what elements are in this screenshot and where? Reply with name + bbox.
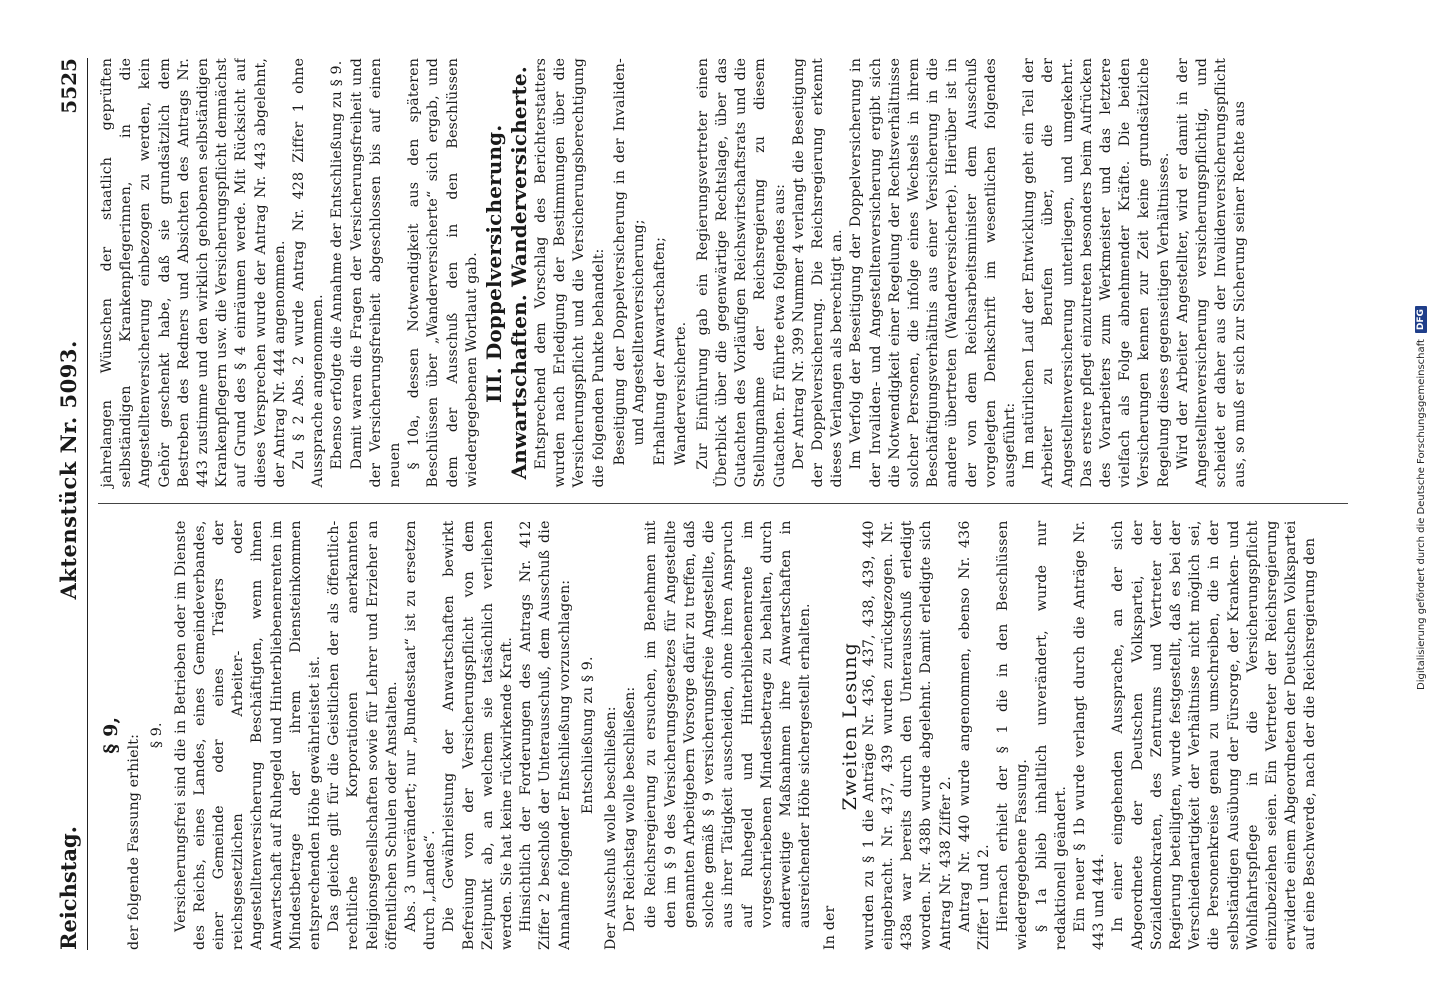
paragraph: Ebenso erfolgte die Annahme der Entschließung zu § 9. [329,60,346,470]
paragraph: Im natürlichen Lauf der Entwicklung geht ein Teil der Arbeiter zu Berufen über, die der Angestelltenversicherung unterliegen, und umgekehrt. Das erstere pflegt einzutreten besonders beim Aufrücken des Vorarbeiters zum Werkmeister und das letztere vielfach als Folge abnehmender Kräfte. Die beiden Versicherungen kennen zur Zeit keine grundsätzliche Regelung dieses gegenseitigen Verhältnisses. [1021,58,1172,488]
paragraph: In der [822,905,839,950]
dfg-logo: DFG [1415,306,1427,333]
page-header [56,58,88,950]
resolution-title: Entschließung zu § 9. [579,656,596,815]
page-number: 5525 [57,58,81,114]
header-title: Aktenstück Nr. 5093. [56,340,81,600]
digitization-credit [1410,8,1432,988]
paragraph: Entsprechend dem Vorschlag des Berichterstatters wurden nach Erledigung der Bestimmungen über die Versicherungspflicht und die Versicherungsberechtigung die folgenden Punkte behandelt: [533,58,607,488]
section-heading: § 9, [100,716,122,754]
paragraph: Der Reichstag wolle beschließen: [622,686,639,932]
column-right [98,58,1348,504]
header-left: Reichstag. [56,826,81,950]
paragraph: Wird der Arbeiter Angestellter, wird er damit in der Angestelltenversicherung versicherungspflichtig, und scheidet er daher aus der Invalidenversicherungspflicht aus, so muß er sich zur Sicherung seiner Rechte aus [1174,58,1249,488]
paragraph: § 10a, dessen Notwendigkeit aus den späteren Beschlüssen über „Wanderversicherte“ sich ergab, und dem der Ausschuß den in den Beschlüssen wiedergegebenen Wortlaut gab. [406,58,480,488]
paragraph: Hiernach erhielt der § 1 die in den Beschlüssen wiedergegebene Fassung. [995,520,1031,950]
paragraph: Zu § 2 Abs. 2 wurde Antrag Nr. 428 Ziffer 1 ohne Aussprache angenommen. [291,58,327,488]
column-left [98,505,1348,951]
paragraph: Zur Einführung gab ein Regierungsvertreter einen Überblick über die gegenwärtige Rechtslage, über das Gutachten des Vorläufigen Reichswirtschaftsrats und die Stellungnahme der Reichsregierung zu diesem Gutachten. Er führte etwa folgendes aus: [694,58,788,488]
paragraph: Versicherungsfrei sind die in Betrieben oder im Dienste des Reichs, eines Landes, eines Gemeindeverbandes, einer Gemeinde oder eines Trägers der reichsgesetzlichen Arbeiter- oder Angestelltenversicherung Beschäftigten, wenn ihnen Anwartschaft auf Ruhegeld und Hinterbliebenenrenten im Mindestbetrage der ihrem Diensteinkommen entsprechenden Höhe gewährleistet ist. [172,520,324,950]
paragraph: In einer eingehenden Aussprache, an der sich Abgeordnete der Deutschen Volkspartei, der Sozialdemokraten, des Zentrums und Vertreter der Regierung beteiligten, wurde festgestellt, daß es bei der Verschiedenartigkeit der Verhältnisse nicht möglich sei, die Personenkreise genau zu umschreiben, die in der selbständigen Ausübung der Fürsorge, der Kranken- und Wohlfahrtspflege in die Versicherungspflicht einzubeziehen seien. Ein Vertreter der Reichsregierung erwiderte einem Abgeordneten der Deutschen Volkspartei auf eine Beschwerde, nach der die Reichsregierung den [1110,520,1319,950]
paragraph: Der Ausschuß wolle beschließen: [603,706,620,950]
list-item: Beseitigung der Doppelversicherung in der Invaliden- und Angestelltenversicherung; [611,58,648,466]
paragraph: der folgende Fassung erhielt: [126,733,143,950]
paragraph: Abs. 3 unverändert; nur „Bundesstaat“ ist zu ersetzen durch „Landes“. [403,520,439,950]
reading-heading: Zweiten Lesung [838,642,861,811]
list-item: Wanderversicherte. [673,321,690,466]
paragraph: Die Gewährleistung der Anwartschaften bewirkt Befreiung von der Versicherungspflicht von dem Zeitpunkt ab, an welchem sie tatsächlich verliehen werden. Sie hat keine rückwirkende Kraft. [441,520,516,950]
paragraph: wurden zu § 1 die Anträge Nr. 436, 437, 438, 439, 440 eingebracht. Nr. 437, 439 wurden zurückgezogen. Nr. 438a war bereits durch den Unterausschuß erledigt worden. Nr. 438b wurde abgelehnt. Damit erledigte sich Antrag Nr. 438 Ziffer 2. [860,520,954,950]
paragraph: Ein neuer § 1b wurde verlangt durch die Anträge Nr. 443 und 444. [1071,520,1108,950]
chapter-heading: III. Doppelversicherung. Anwartschaften. Wanderversicherte. [482,66,532,480]
paragraph: § 1a blieb inhaltlich unverändert, wurde nur redaktionell geändert. [1033,520,1069,950]
section-label: § 9. [149,722,166,749]
paragraph: Im Verfolg der Beseitigung der Doppelversicherung in der Invaliden- und Angestelltenversicherung ergibt sich die Notwendigkeit einer Regelung der Rechtsverhältnisse solcher Personen, die infolge eines Wechsels in ihrem Beschäftigungsverhältnis aus einer Versicherung in die andere übertreten (Wanderversicherte). Hierüber ist in der von dem Reichsarbeitsminister dem Ausschuß vorgelegten Denkschrift im wesentlichen folgendes ausgeführt: [848,58,1018,488]
text-columns [98,58,1348,950]
resolution-text: die Reichsregierung zu ersuchen, im Benehmen mit den im § 9 des Versicherungsgesetzes für Angestellte genannten Arbeitgebern Vorsorge dafür zu treffen, daß solche gemäß § 9 versicherungsfreie Angestellte, die aus ihrer Tätigkeit ausscheiden, ohne ihren Anspruch auf Ruhegeld und Hinterbliebenenrente im vorgeschriebenen Mindestbetrage zu behalten, durch anderweitige Maßnahmen ihre Anwartschaften in ausreichender Höhe sichergestellt erhalten. [643,520,814,928]
credit-text: Digitalisierung gefördert durch die Deutsche Forschungsgemeinschaft [1415,339,1427,690]
paragraph: Der Antrag Nr. 399 Nummer 4 verlangt die Beseitigung der Doppelversicherung. Die Reichsregierung erkennt dieses Verlangen als berechtigt an. [790,58,846,488]
paragraph: Antrag Nr. 440 wurde angenommen, ebenso Nr. 436 Ziffer 1 und 2. [956,520,992,950]
paragraph: Hinsichtlich der Forderungen des Antrags Nr. 412 Ziffer 2 beschloß der Unterausschuß, dem Ausschuß die Annahme folgender Entschließung vorzuschlagen: [518,520,573,950]
paragraph: Damit waren die Fragen der Versicherungsfreiheit und der Versicherungsfreiheit abgeschlossen bis auf einen neuen [348,58,404,488]
paragraph: jahrelangen Wünschen der staatlich geprüften selbständigen Krankenpflegerinnen, in die Angestelltenversicherung einbezogen zu werden, kein Gehör geschenkt habe, daß sie grundsätzlich dem Bestreben des Redners und Absichten des Antrags Nr. 443 zustimme und den wirklich gehobenen selbständigen Krankenpflegern usw. die Versicherungspflicht demnächst auf Grund des § 4 einräumen werde. Mit Rücksicht auf dieses Versprechen wurde der Antrag Nr. 443 abgelehnt, der Antrag Nr. 444 angenommen. [99,58,288,488]
paragraph: Das gleiche gilt für die Geistlichen der als öffentlich-rechtliche Korporationen anerkannten Religionsgesellschaften sowie für Lehrer und Erzieher an öffentlichen Schulen oder Anstalten. [326,520,400,950]
column-divider [98,504,1348,505]
list-item: Erhaltung der Anwartschaften; [652,236,669,466]
